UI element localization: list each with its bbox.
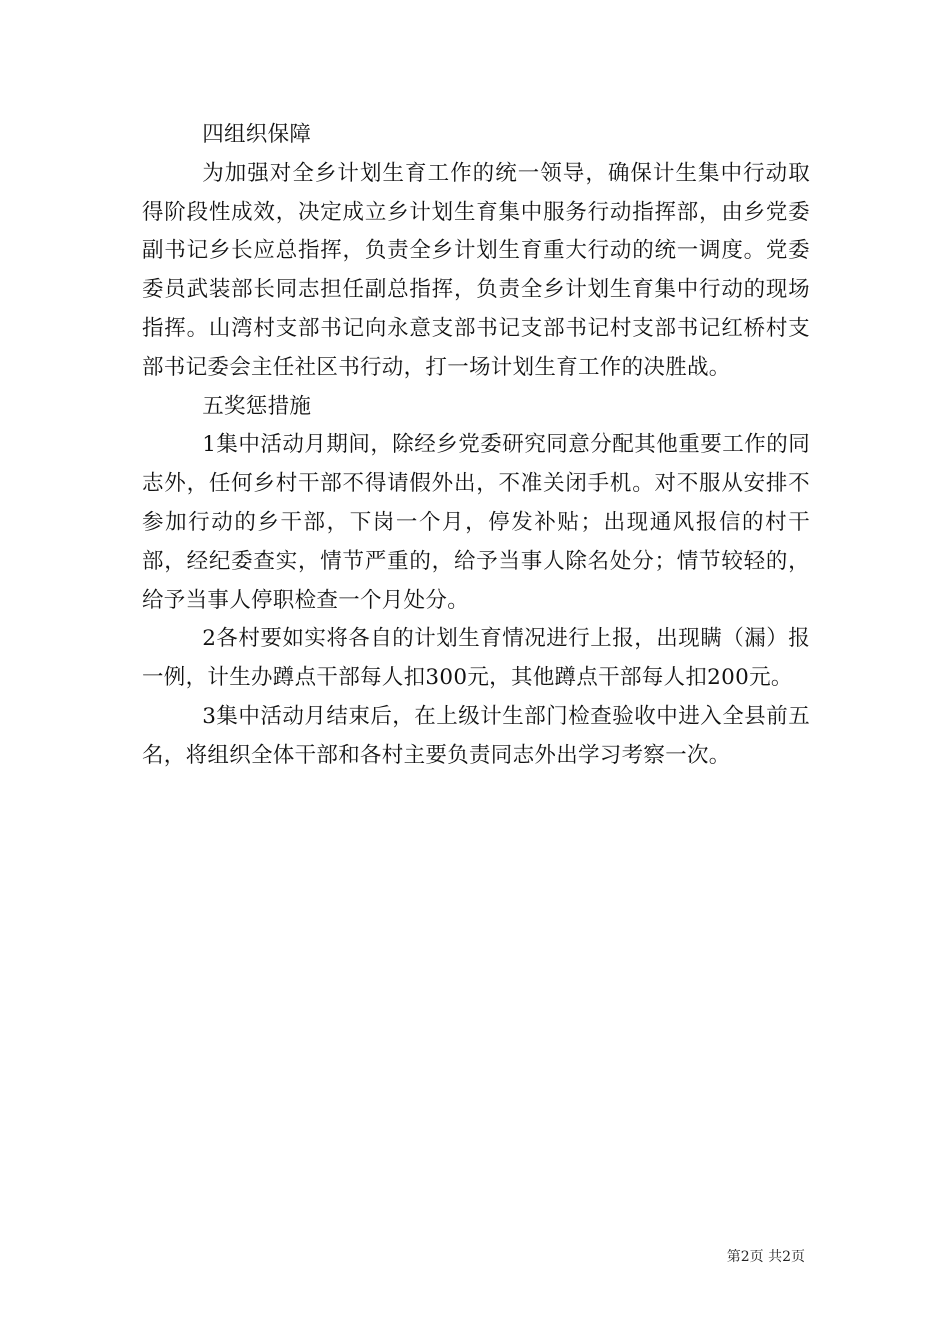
section-heading-rewards: 五奖惩措施 <box>202 393 312 419</box>
paragraph-rewards-2: 2各村要如实将各自的计划生育情况进行上报，出现瞒（漏）报一例，计生办蹲点干部每人扣300元，其他蹲点干部每人扣200元。 <box>142 626 810 691</box>
page-number-footer: 第2页 共2页 <box>726 1249 805 1265</box>
paragraph-rewards-1: 1集中活动月期间，除经乡党委研究同意分配其他重要工作的同志外，任何乡村干部不得请假外出，不准关闭手机。对不服从安排不参加行动的乡干部，下岗一个月，停发补贴；出现通风报信的村干部，经纪委查实，情节严重的，给予当事人除名处分；情节较轻的，给予当事人停职检查一个月处分。 <box>142 432 810 613</box>
paragraph-rewards-3: 3集中活动月结束后，在上级计生部门检查验收中进入全县前五名，将组织全体干部和各村主要负责同志外出学习考察一次。 <box>142 703 810 768</box>
paragraph-organization: 为加强对全乡计划生育工作的统一领导，确保计生集中行动取得阶段性成效，决定成立乡计划生育集中服务行动指挥部，由乡党委副书记乡长应总指挥，负责全乡计划生育重大行动的统一调度。党委委员武装部长同志担任副总指挥，负责全乡计划生育集中行动的现场指挥。山湾村支部书记向永意支部书记支部书记村支部书记红桥村支部书记委会主任社区书行动，打一场计划生育工作的决胜战。 <box>142 160 810 380</box>
section-heading-organization: 四组织保障 <box>202 122 312 147</box>
document-body <box>142 116 810 776</box>
